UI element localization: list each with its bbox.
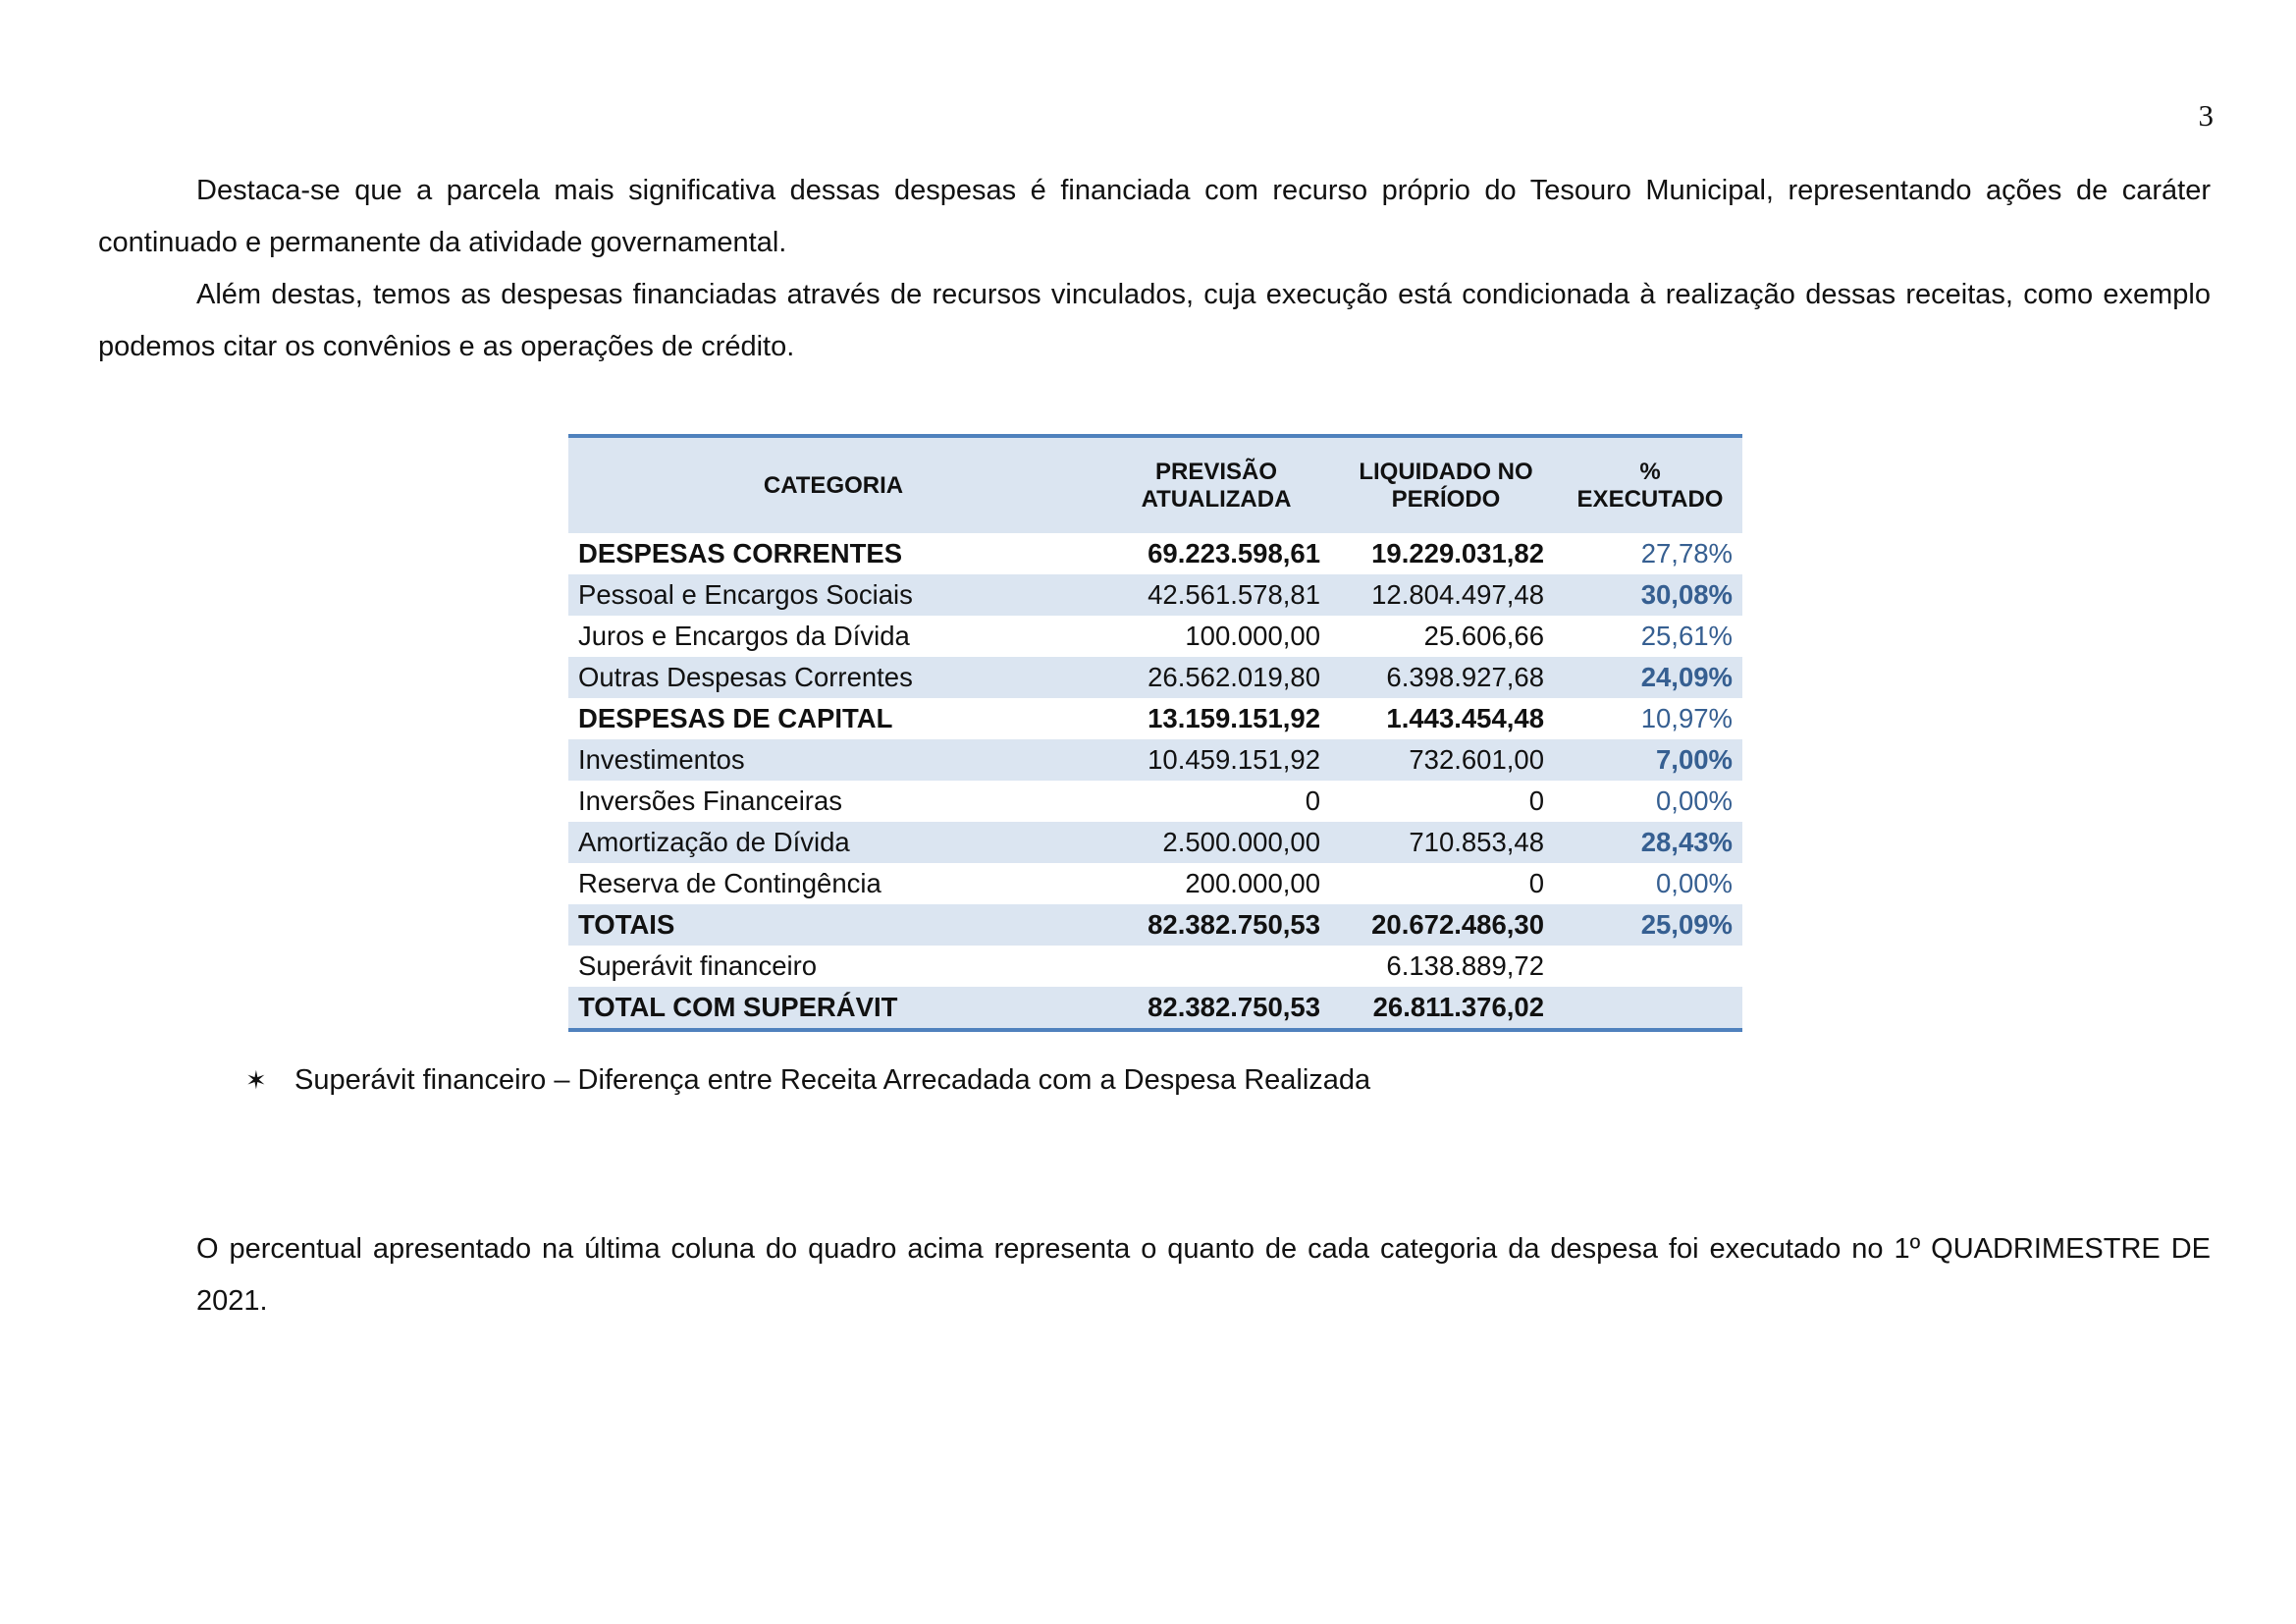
- cell-categoria: Reserva de Contingência: [578, 868, 881, 898]
- cell-previsao: 13.159.151,92: [1148, 703, 1320, 733]
- cell-executado: 7,00%: [1558, 739, 1742, 781]
- cell-executado: 0,00%: [1656, 785, 1733, 816]
- cell-liquidado: 6.398.927,68: [1334, 657, 1558, 698]
- cell-categoria: DESPESAS CORRENTES: [578, 538, 903, 568]
- cell-categoria: Outras Despesas Correntes: [568, 657, 1098, 698]
- cell-liquidado: 710.853,48: [1334, 822, 1558, 863]
- cell-categoria: TOTAIS: [568, 904, 1098, 946]
- cell-executado: 24,09%: [1558, 657, 1742, 698]
- cell-previsao: [1098, 946, 1334, 987]
- table-row: [568, 657, 1742, 698]
- header-liquidado: LIQUIDADO NO PERÍODO: [1334, 436, 1558, 533]
- table-row: [568, 863, 1742, 904]
- cell-previsao: 26.562.019,80: [1098, 657, 1334, 698]
- cell-executado: 25,61%: [1640, 621, 1733, 651]
- cell-previsao: 2.500.000,00: [1098, 822, 1334, 863]
- cell-executado: [1558, 987, 1742, 1030]
- cell-previsao: 10.459.151,92: [1098, 739, 1334, 781]
- cell-previsao: 100.000,00: [1185, 621, 1320, 651]
- cell-liquidado: 20.672.486,30: [1334, 904, 1558, 946]
- cell-executado: [1558, 946, 1742, 987]
- cell-categoria: Juros e Encargos da Dívida: [578, 621, 910, 651]
- cell-previsao: 0: [1305, 785, 1320, 816]
- table-row-total-superavit: [568, 987, 1742, 1030]
- cell-liquidado: 25.606,66: [1423, 621, 1544, 651]
- expense-table-container: [568, 434, 1742, 1032]
- cell-previsao: 200.000,00: [1185, 868, 1320, 898]
- table-row: [568, 822, 1742, 863]
- cell-previsao: 82.382.750,53: [1098, 904, 1334, 946]
- cell-liquidado: 0: [1528, 868, 1544, 898]
- table-row-totals: [568, 904, 1742, 946]
- cell-liquidado: 19.229.031,82: [1371, 538, 1544, 568]
- table-row: [568, 533, 1742, 574]
- footnote: [245, 1060, 1370, 1100]
- cell-previsao: 82.382.750,53: [1098, 987, 1334, 1030]
- paragraph-conclusion: O percentual apresentado na última coluna do quadro acima representa o quanto de cada categoria da despesa foi executado no 1º QUADRIMESTRE DE 2021.: [196, 1233, 2211, 1317]
- footnote-text: Superávit financeiro – Diferença entre Receita Arrecadada com a Despesa Realizada: [294, 1064, 1371, 1096]
- page-number: 3: [2198, 98, 2214, 133]
- paragraph-linked-resources: Além destas, temos as despesas financiadas através de recursos vinculados, cuja execução está condicionada à realização dessas receitas, como exemplo podemos citar os convênios e as operações de crédito.: [98, 279, 2211, 362]
- cell-executado: 10,97%: [1640, 703, 1733, 733]
- cell-categoria: TOTAL COM SUPERÁVIT: [568, 987, 1098, 1030]
- table-row: [568, 739, 1742, 781]
- table-row: [568, 574, 1742, 616]
- cell-liquidado: 26.811.376,02: [1334, 987, 1558, 1030]
- cell-executado: 25,09%: [1558, 904, 1742, 946]
- cell-liquidado: 12.804.497,48: [1334, 574, 1558, 616]
- star-icon: ✶: [245, 1065, 267, 1095]
- header-categoria: CATEGORIA: [568, 436, 1098, 533]
- cell-categoria: Superávit financeiro: [578, 950, 818, 981]
- table-row: [568, 698, 1742, 739]
- cell-previsao: 42.561.578,81: [1098, 574, 1334, 616]
- cell-liquidado: 1.443.454,48: [1386, 703, 1544, 733]
- cell-categoria: Amortização de Dívida: [568, 822, 1098, 863]
- paragraph-intro: Destaca-se que a parcela mais significativa dessas despesas é financiada com recurso próprio do Tesouro Municipal, representando ações de caráter continuado e permanente da atividade governamental.: [98, 175, 2211, 258]
- table-header-row: [568, 436, 1742, 533]
- cell-executado: 28,43%: [1558, 822, 1742, 863]
- table-row: [568, 781, 1742, 822]
- cell-liquidado: 6.138.889,72: [1386, 950, 1544, 981]
- cell-categoria: DESPESAS DE CAPITAL: [578, 703, 893, 733]
- cell-categoria: Investimentos: [568, 739, 1098, 781]
- cell-liquidado: 732.601,00: [1334, 739, 1558, 781]
- expense-table: [568, 434, 1742, 1032]
- cell-executado: 30,08%: [1558, 574, 1742, 616]
- header-executado: % EXECUTADO: [1558, 436, 1742, 533]
- table-row: [568, 616, 1742, 657]
- table-row: [568, 946, 1742, 987]
- cell-liquidado: 0: [1528, 785, 1544, 816]
- cell-categoria: Inversões Financeiras: [578, 785, 843, 816]
- header-previsao: PREVISÃO ATUALIZADA: [1098, 436, 1334, 533]
- cell-executado: 0,00%: [1656, 868, 1733, 898]
- cell-categoria: Pessoal e Encargos Sociais: [568, 574, 1098, 616]
- cell-executado: 27,78%: [1640, 538, 1733, 568]
- cell-previsao: 69.223.598,61: [1148, 538, 1320, 568]
